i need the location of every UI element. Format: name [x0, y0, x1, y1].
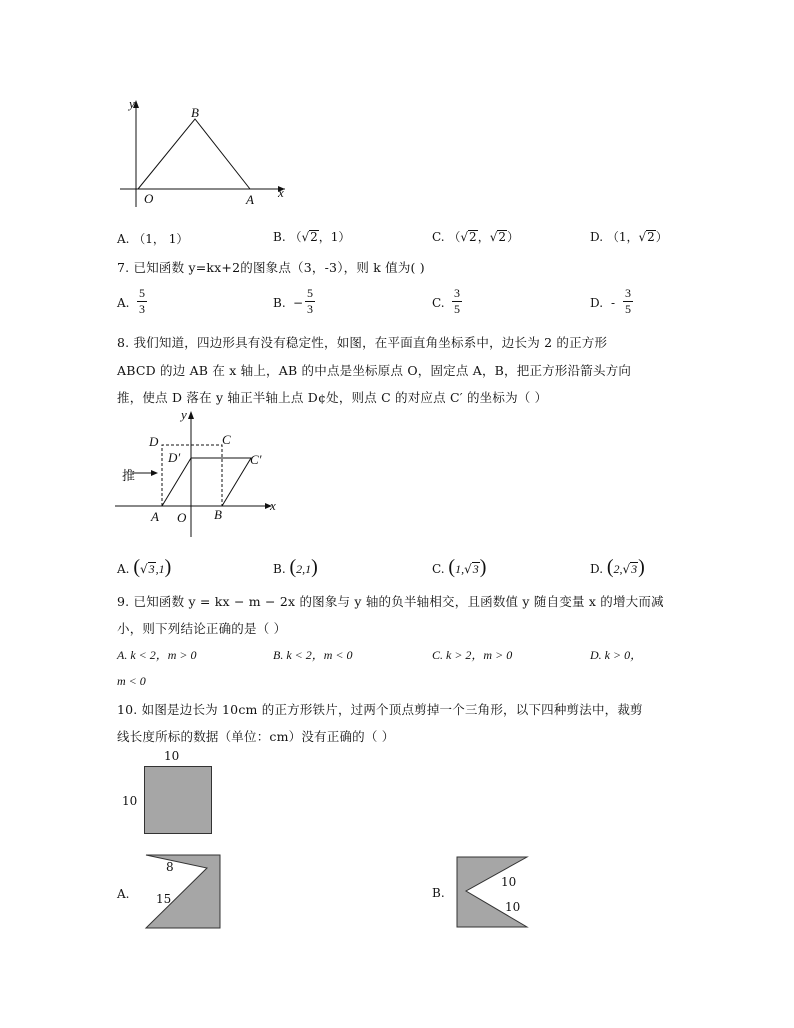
q8-a-rest: ,1 [155, 562, 165, 576]
q8-d-rad: 3 [631, 562, 638, 576]
q8-stem-line3: 推，使点 D 落在 y 轴正半轴上点 D¢处，则点 C 的对应点 C′ 的坐标为（ ） [117, 390, 548, 405]
q9-option-a: A. k < 2，m > 0 [117, 648, 197, 662]
q10-a-num-15: 15 [156, 892, 172, 906]
q7-c-den: 5 [454, 302, 460, 316]
q6-option-d: D. （1，√2） [590, 230, 668, 244]
q8-stem-line1: 8. 我们知道，四边形具有没有稳定性，如图，在平面直角坐标系中，边长为 2 的正方形 [117, 335, 608, 350]
q8-d-label: D. [590, 562, 604, 576]
q6-option-c: C. （√2，√2） [432, 230, 520, 244]
fig2-B-label: B [214, 507, 222, 522]
q8-option-d: D. (2,√3) [590, 556, 645, 578]
square-top-label: 10 [164, 749, 180, 763]
fig1-x-label: x [278, 185, 284, 200]
square-left-label: 10 [122, 794, 138, 808]
q8-c-label: C. [432, 562, 445, 576]
q7-option-b-label: B. [273, 296, 286, 310]
q10-option-b-figure [452, 852, 532, 932]
q6-d-pre: D. （1， [590, 230, 639, 244]
q8-option-a: A. (√3,1) [117, 556, 172, 578]
q10-b-num-10-top: 10 [501, 875, 517, 889]
fig2-push-label: 推 [122, 469, 136, 484]
q6-c-mid: ， [477, 230, 490, 244]
q6-d-post: ） [655, 230, 668, 244]
q10-option-b-label: B. [432, 886, 445, 900]
q6-c-pre: C. （ [432, 230, 461, 244]
q8-option-b: B. (2,1) [273, 556, 318, 578]
q7-d-den: 5 [625, 302, 631, 316]
fig1-y-label: y [129, 96, 135, 111]
fig2-A-label: A [151, 509, 159, 524]
q8-c-rad: 3 [472, 562, 479, 576]
q10-stem-line2: 线长度所标的数据（单位：cm）没有正确的（ ） [117, 729, 395, 744]
fig1-A-label: A [246, 192, 254, 207]
q8-option-c: C. (1,√3) [432, 556, 487, 578]
q6-b-pre: B. （ [273, 230, 302, 244]
triangle-figure [110, 92, 300, 212]
q6-c-post: ） [507, 230, 520, 244]
q8-c-pre: 1, [455, 562, 465, 576]
q10-b-num-10-bottom: 10 [505, 900, 521, 914]
q9-stem-line1: 9. 已知函数 y = kx − m − 2x 的图象与 y 轴的负半轴相交，且函数值 y 随自变量 x 的增大而减 [117, 594, 664, 609]
shaded-square [144, 766, 212, 834]
square-push-figure [110, 405, 290, 540]
fig2-C-label: C [222, 432, 231, 447]
q7-stem: 7. 已知函数 y=kx+2的图象点（3，-3），则 k 值为( ) [117, 260, 425, 275]
fig2-x-label: x [270, 498, 276, 513]
q9-option-d-cont: m < 0 [117, 674, 146, 688]
fig2-O-label: O [177, 510, 187, 525]
q6-c-rad1: 2 [469, 230, 477, 244]
q7-b-den: 3 [307, 302, 313, 316]
q8-b-label: B. [273, 562, 286, 576]
q8-a-rad: 3 [148, 562, 155, 576]
q7-option-d-fraction [623, 287, 633, 316]
q6-d-rad: 2 [647, 230, 655, 244]
q7-a-den: 3 [139, 302, 145, 316]
q7-d-num: 3 [625, 286, 631, 300]
q6-b-rad: 2 [310, 230, 318, 244]
q10-stem-line1: 10. 如图是边长为 10cm 的正方形铁片，过两个顶点剪掉一个三角形，以下四种剪法中，裁剪 [117, 702, 643, 717]
fig1-B-label: B [191, 105, 199, 120]
fig2-y-label: y [181, 407, 187, 422]
q7-a-num: 5 [139, 286, 145, 300]
q8-a-label: A. [117, 562, 130, 576]
q6-option-a: A. （1， 1） [117, 232, 189, 246]
q7-c-num: 3 [454, 286, 460, 300]
q9-option-b: B. k < 2，m < 0 [273, 648, 353, 662]
q7-b-num: 5 [307, 286, 313, 300]
fig2-D-label: D [149, 434, 159, 449]
q7-option-d-sign: - [611, 296, 616, 310]
q10-a-num-8: 8 [166, 860, 174, 874]
q8-b-val: 2,1 [296, 562, 312, 576]
fig2-Cprime-label: C′ [250, 452, 262, 467]
q8-stem-line2: ABCD 的边 AB 在 x 轴上，AB 的中点是坐标原点 O，固定点 A，B，把正方形沿箭头方向 [117, 363, 632, 378]
q8-d-pre: 2, [613, 562, 623, 576]
q6-b-post: ，1） [318, 230, 351, 244]
fig1-O-label: O [144, 191, 154, 206]
fig2-Dprime-label: D′ [168, 450, 181, 465]
q9-stem-line2: 小，则下列结论正确的是（ ） [117, 621, 287, 636]
q7-option-c-fraction [452, 287, 462, 316]
q7-option-a-fraction [137, 287, 147, 316]
q10-option-a-label: A. [117, 887, 130, 901]
q7-option-a-label: A. [117, 296, 130, 310]
q6-c-rad2: 2 [498, 230, 506, 244]
q10-option-a-figure [140, 850, 230, 932]
q7-option-b-fraction [305, 287, 315, 316]
q6-option-b: B. （√2，1） [273, 230, 351, 244]
q9-option-d: D. k > 0， [590, 648, 643, 662]
q7-option-c-label: C. [432, 296, 445, 310]
q9-option-c: C. k > 2，m > 0 [432, 648, 513, 662]
q7-option-b-sign: − [293, 296, 304, 310]
q7-option-d-label: D. [590, 296, 604, 310]
